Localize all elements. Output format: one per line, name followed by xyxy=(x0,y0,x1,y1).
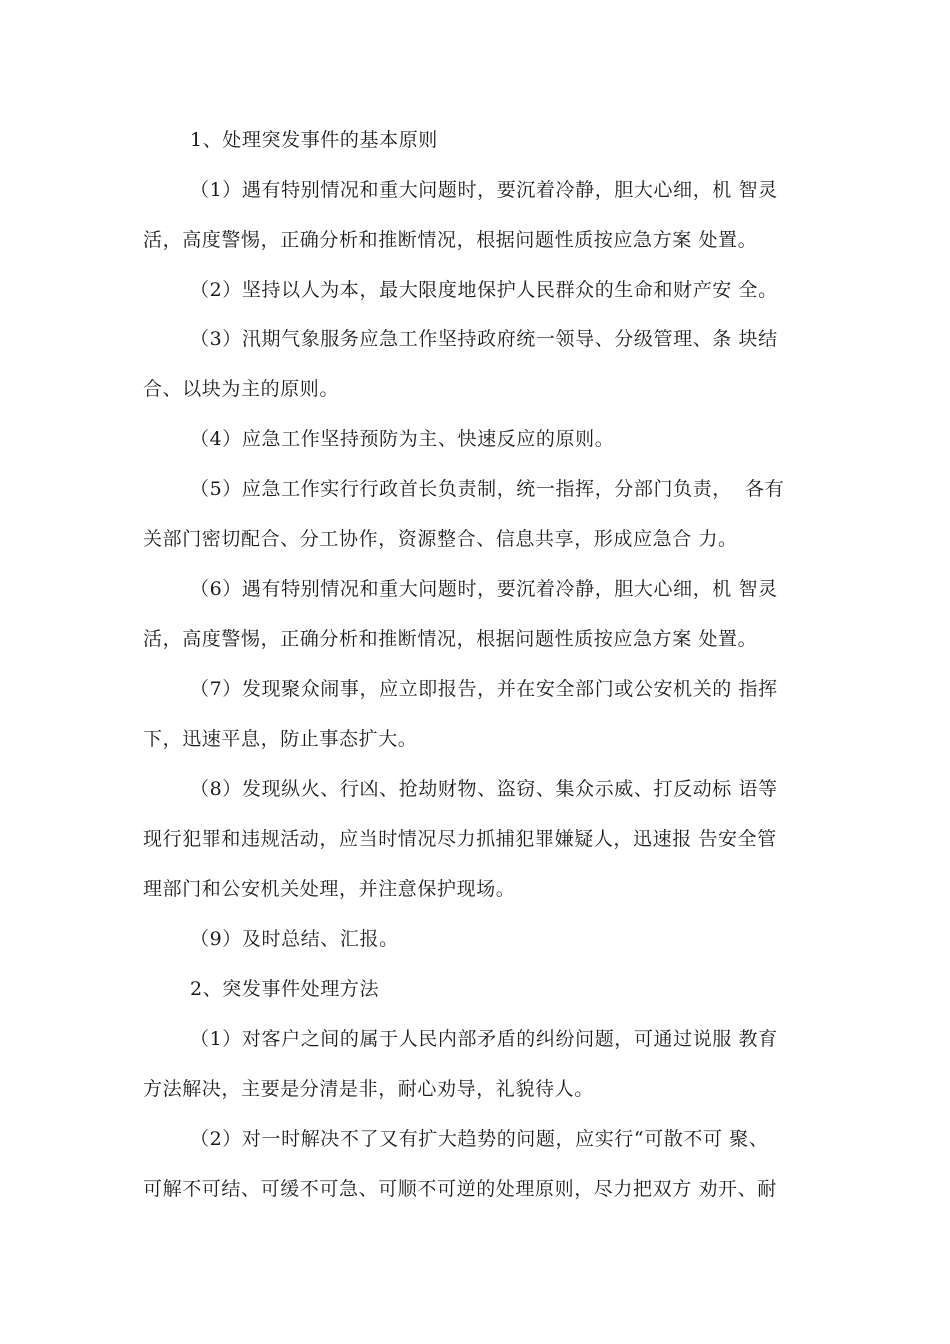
paragraph-line: （4）应急工作坚持预防为主、快速反应的原则。 xyxy=(190,428,615,450)
paragraph-line: （1）遇有特别情况和重大问题时，要沉着冷静，胆大心细，机 智灵 xyxy=(190,179,778,201)
paragraph-line: （6）遇有特别情况和重大问题时，要沉着冷静，胆大心细，机 智灵 xyxy=(190,578,778,600)
paragraph-line: （9）及时总结、汇报。 xyxy=(190,928,399,950)
section-heading-1: 1、处理突发事件的基本原则 xyxy=(190,129,438,151)
paragraph-line: （2）对一时解决不了又有扩大趋势的问题，应实行“可散不可 聚、 xyxy=(190,1128,769,1150)
paragraph-line: （5）应急工作实行行政首长负责制，统一指挥，分部门负责， 各有 xyxy=(190,478,785,500)
paragraph-line: 下，迅速平息，防止事态扩大。 xyxy=(143,728,418,750)
paragraph-line: （2）坚持以人为本，最大限度地保护人民群众的生命和财产安 全。 xyxy=(190,279,778,301)
paragraph-line: 可解不可结、可缓不可急、可顺不可逆的处理原则，尽力把双方 劝开、耐 xyxy=(143,1178,777,1200)
paragraph-line: （3）汛期气象服务应急工作坚持政府统一领导、分级管理、条 块结 xyxy=(190,328,778,350)
section-heading-2: 2、突发事件处理方法 xyxy=(190,978,380,1000)
paragraph-line: 关部门密切配合、分工协作，资源整合、信息共享，形成应急合 力。 xyxy=(143,528,738,550)
paragraph-line: 活，高度警惕，正确分析和推断情况，根据问题性质按应急方案 处置。 xyxy=(143,229,758,251)
paragraph-line: 方法解决，主要是分清是非，耐心劝导，礼貌待人。 xyxy=(143,1078,594,1100)
paragraph-line: 现行犯罪和违规活动，应当时情况尽力抓捕犯罪嫌疑人，迅速报 告安全管 xyxy=(143,828,777,850)
paragraph-line: 合、以块为主的原则。 xyxy=(143,378,340,400)
paragraph-line: 理部门和公安机关处理，并注意保护现场。 xyxy=(143,878,516,900)
paragraph-line: （7）发现聚众闹事，应立即报告，并在安全部门或公安机关的 指挥 xyxy=(190,678,778,700)
paragraph-line: （1）对客户之间的属于人民内部矛盾的纠纷问题，可通过说服 教育 xyxy=(190,1028,778,1050)
paragraph-line: （8）发现纵火、行凶、抢劫财物、盗窃、集众示威、打反动标 语等 xyxy=(190,778,778,800)
paragraph-line: 活，高度警惕，正确分析和推断情况，根据问题性质按应急方案 处置。 xyxy=(143,628,758,650)
